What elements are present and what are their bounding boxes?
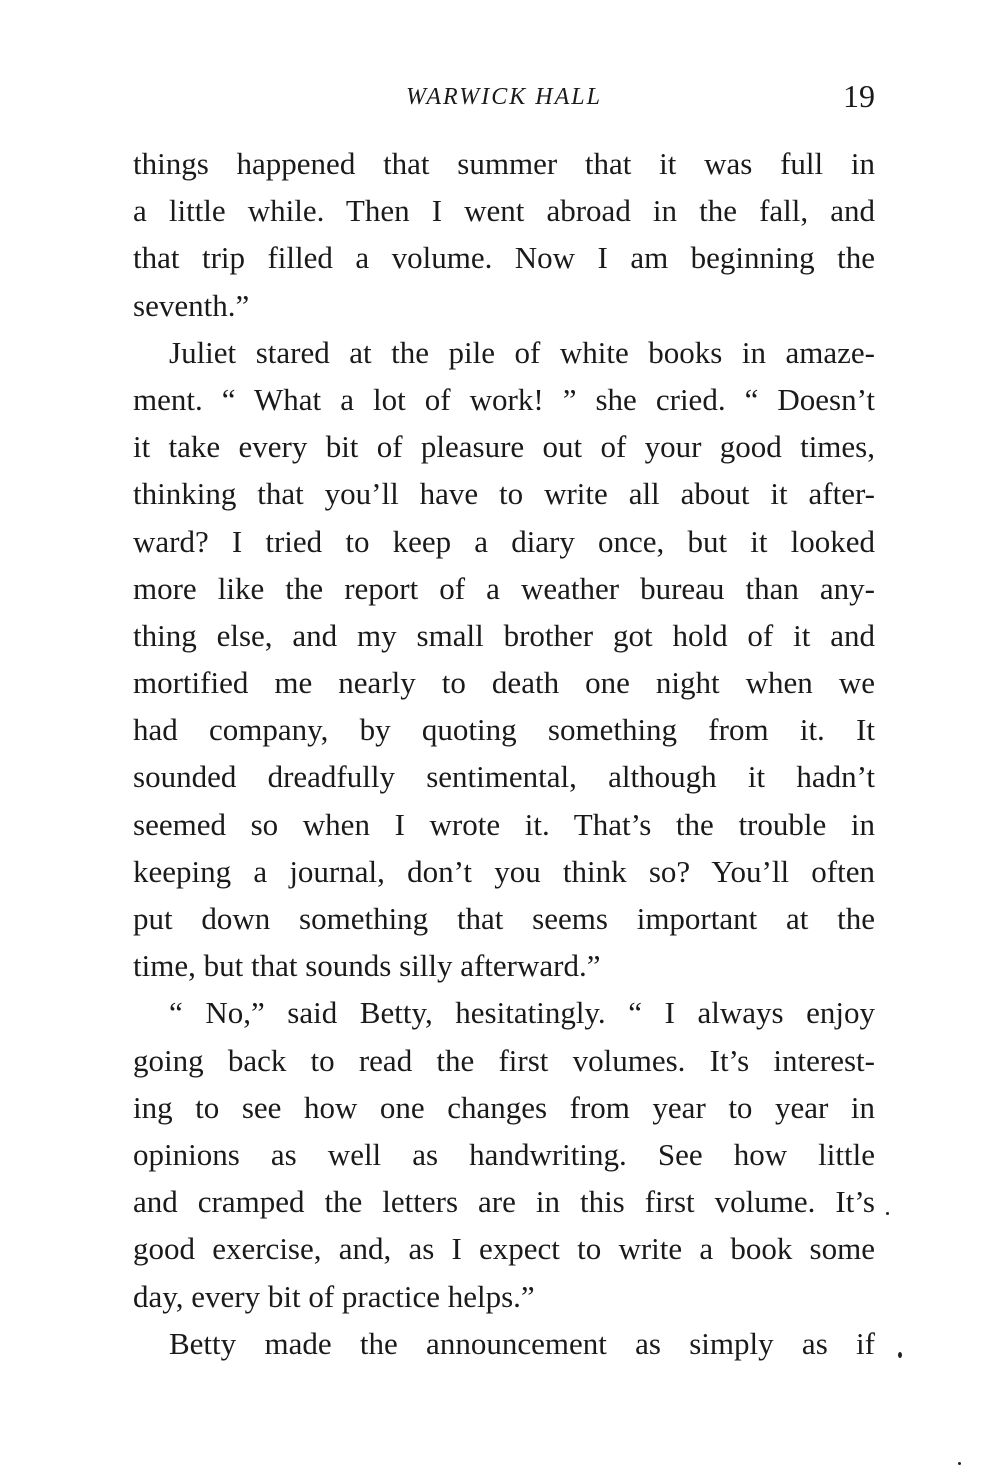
running-title: WARWICK HALL	[406, 84, 602, 110]
text-line: going back to read the first volumes. It’s interest-	[133, 1042, 875, 1078]
text-line: seventh.”	[133, 287, 250, 323]
text-line: it take every bit of pleasure out of your good times,	[133, 429, 875, 465]
text-line: time, but that sounds silly afterward.”	[133, 948, 601, 984]
text-line: seemed so when I wrote it. That’s the trouble in	[133, 806, 875, 842]
page-number: 19	[843, 78, 875, 114]
text-line: thinking that you’ll have to write all about it after-	[133, 476, 875, 512]
text-line: “ No,” said Betty, hesitatingly. “ I always enjoy	[169, 995, 875, 1031]
text-line: ing to see how one changes from year to year in	[133, 1089, 875, 1125]
text-line: opinions as well as handwriting. See how little	[133, 1136, 875, 1172]
text-line: more like the report of a weather bureau than any-	[133, 570, 875, 606]
text-line: had company, by quoting something from it. It	[133, 712, 875, 748]
text-line: Juliet stared at the pile of white books in amaze-	[169, 334, 875, 370]
text-line: thing else, and my small brother got hold of it and	[133, 617, 875, 653]
text-line: mortified me nearly to death one night when we	[133, 665, 875, 701]
text-line: good exercise, and, as I expect to write a book some	[133, 1231, 875, 1267]
text-line: ment. “ What a lot of work! ” she cried. “ Doesn’t	[133, 381, 875, 417]
text-line: and cramped the letters are in this first volume. It’s	[133, 1184, 875, 1220]
scan-speck	[958, 1462, 961, 1465]
scan-speck	[886, 1212, 889, 1215]
body-text	[133, 140, 875, 1367]
scan-speck	[898, 1352, 902, 1358]
text-line: things happened that summer that it was full in	[133, 146, 875, 181]
text-line: a little while. Then I went abroad in the fall, and	[133, 193, 875, 229]
text-line: Betty made the announcement as simply as if	[169, 1325, 875, 1361]
text-line: sounded dreadfully sentimental, although it hadn’t	[133, 759, 875, 795]
text-line: put down something that seems important at the	[133, 901, 875, 936]
text-line: ward? I tried to keep a diary once, but it looked	[133, 523, 875, 559]
running-head	[133, 78, 875, 122]
text-line: that trip filled a volume. Now I am beginning the	[133, 240, 875, 276]
text-line: keeping a journal, don’t you think so? You’ll often	[133, 853, 875, 889]
text-line: day, every bit of practice helps.”	[133, 1278, 535, 1314]
